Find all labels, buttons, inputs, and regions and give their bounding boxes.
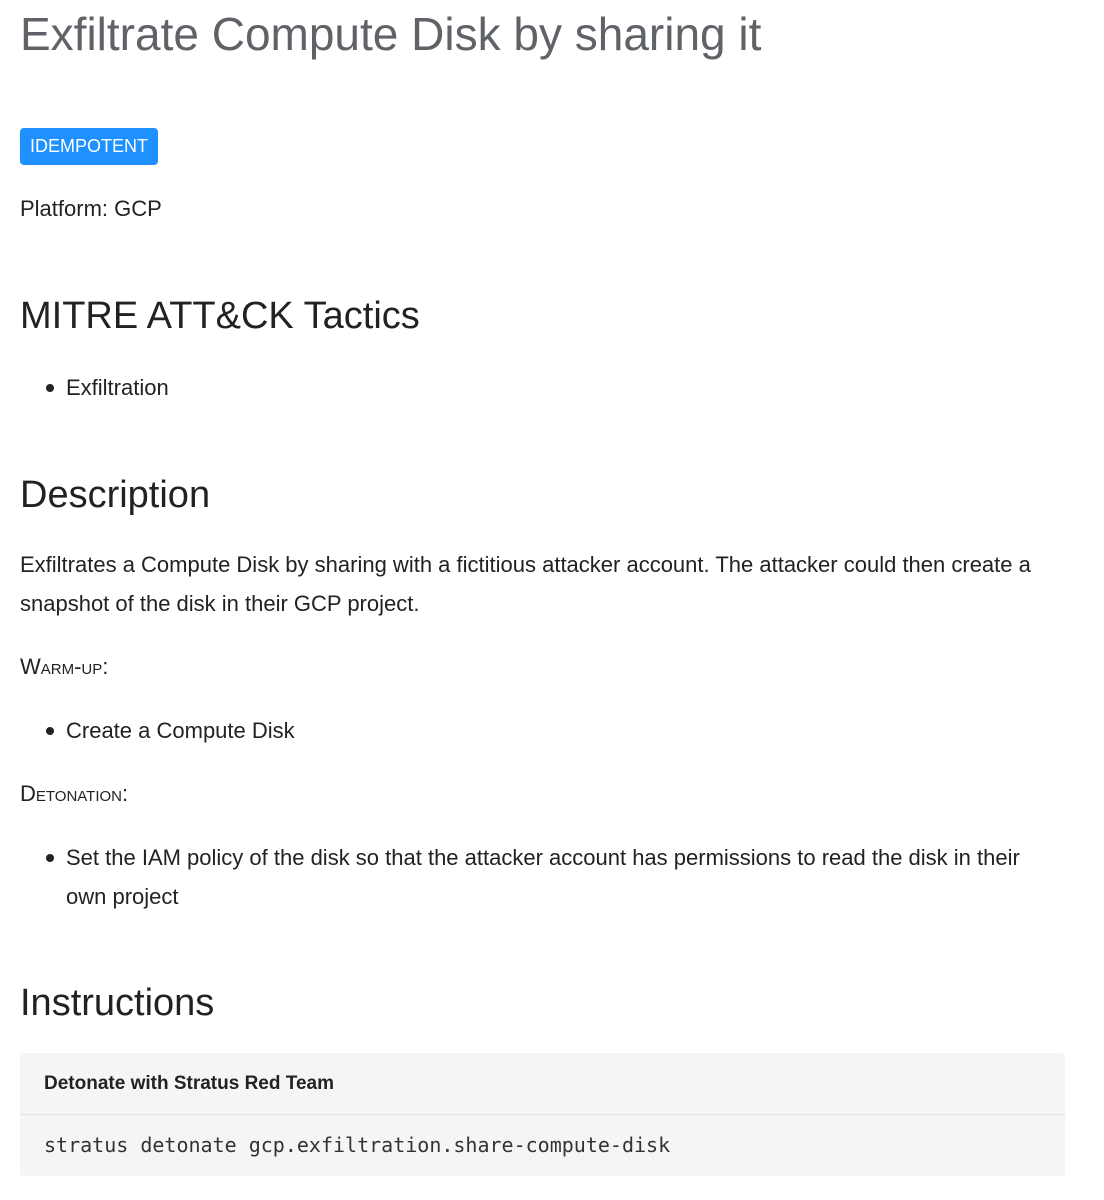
- warmup-list: [46, 711, 1056, 750]
- detonation-label: Detonation:: [20, 781, 129, 806]
- tactic-item-label: Exfiltration: [66, 375, 169, 400]
- warmup-item: [46, 711, 1056, 750]
- bullet-icon: [46, 854, 54, 862]
- detonate-card: [20, 1053, 1065, 1176]
- page-title: Exfiltrate Compute Disk by sharing it: [20, 8, 762, 60]
- detonate-command[interactable]: stratus detonate gcp.exfiltration.share-compute-disk: [44, 1133, 671, 1157]
- bullet-icon: [46, 384, 54, 392]
- detonation-item-label: Set the IAM policy of the disk so that the attacker account has permissions to read the disk in their own project: [66, 845, 1020, 909]
- bullet-icon: [46, 727, 54, 735]
- detonation-item: [46, 838, 1056, 916]
- tactics-heading: MITRE ATT&CK Tactics: [20, 295, 420, 337]
- description-text: Exfiltrates a Compute Disk by sharing with a fictitious attacker account. The attacker could then create a snapshot of the disk in their GCP project.: [20, 552, 1031, 616]
- warmup-item-label: Create a Compute Disk: [66, 718, 295, 743]
- warmup-label: Warm-up:: [20, 654, 109, 679]
- detonation-list: [46, 838, 1056, 916]
- instructions-heading: Instructions: [20, 982, 215, 1024]
- platform-label: Platform: GCP: [20, 196, 162, 221]
- description-heading: Description: [20, 474, 211, 516]
- tactics-list: [46, 368, 1056, 407]
- idempotent-badge: IDEMPOTENT: [20, 128, 158, 165]
- detonate-card-title: Detonate with Stratus Red Team: [20, 1053, 1065, 1115]
- tactic-item: [46, 368, 1056, 407]
